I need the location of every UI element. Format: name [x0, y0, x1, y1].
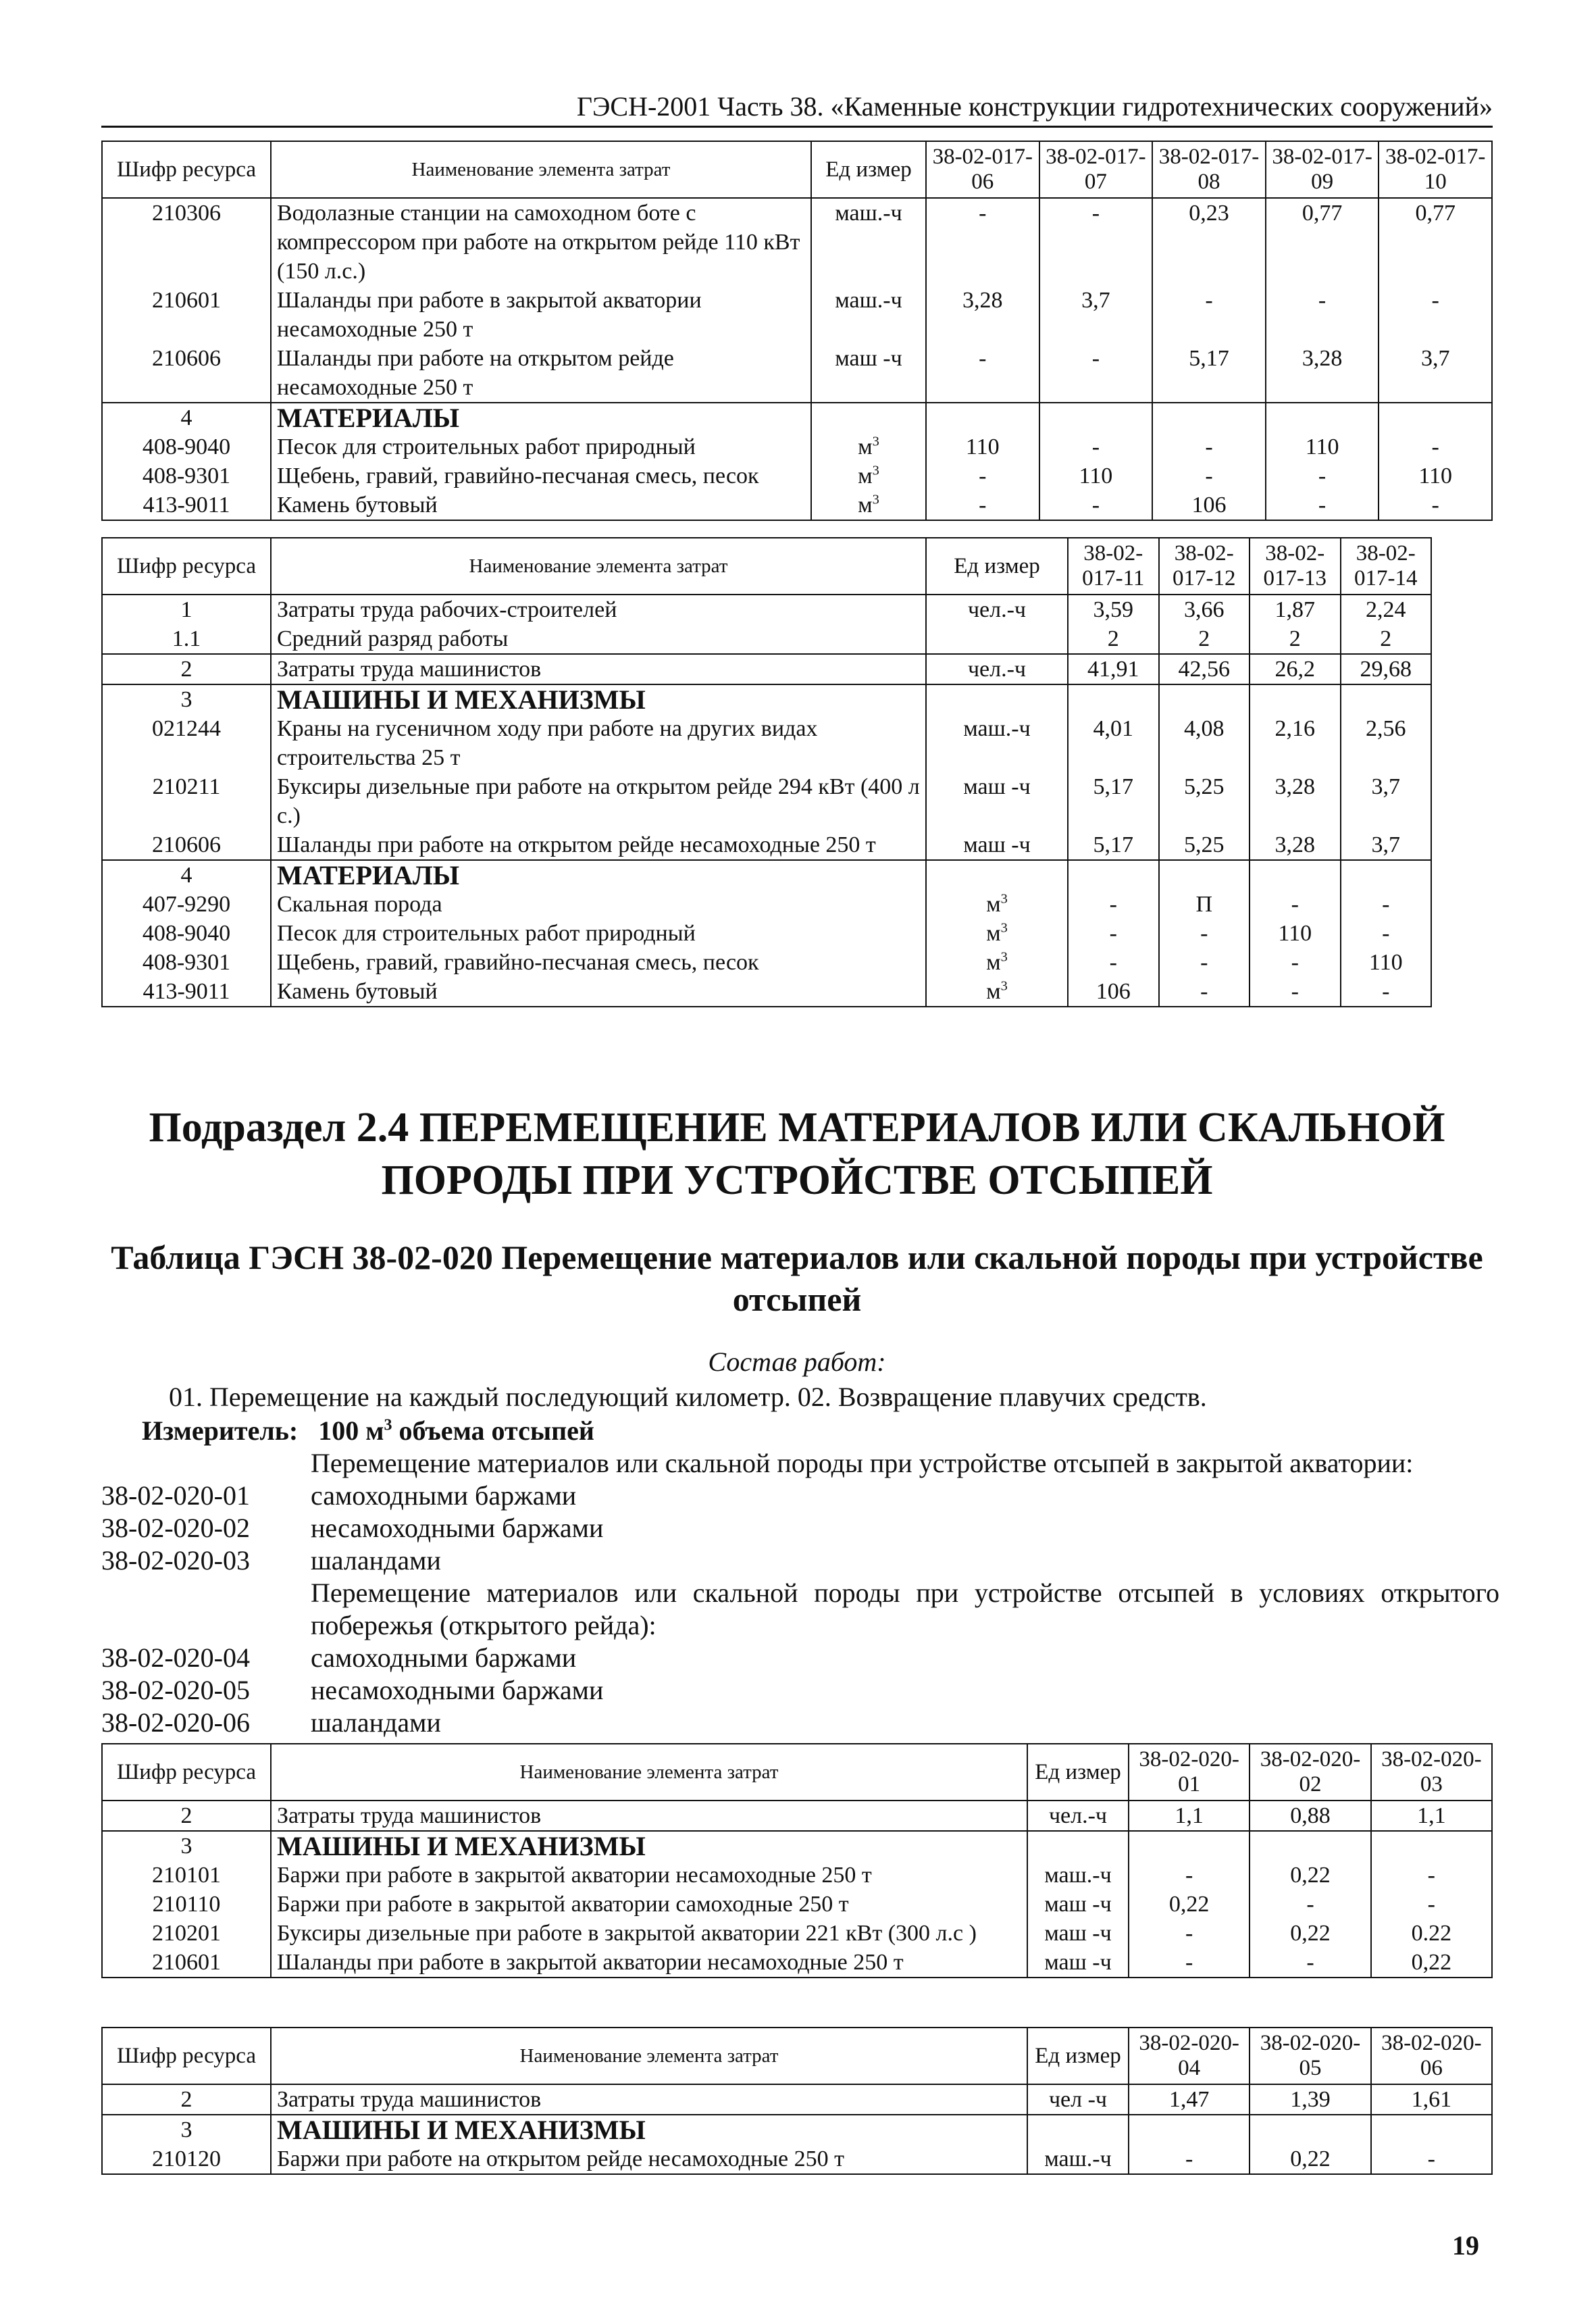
- code-list-item: [101, 1512, 1499, 1544]
- measurer-label: Измеритель:: [142, 1415, 299, 1446]
- table-row: [102, 1801, 1492, 1831]
- resource-name: Скальная порода: [271, 890, 926, 919]
- unit-cell: чел.-ч: [1027, 1801, 1129, 1831]
- unit-cell: маш.-ч: [811, 286, 926, 344]
- resource-code: 408-9040: [102, 919, 271, 948]
- resource-code: 210606: [102, 830, 271, 860]
- resource-code: 408-9301: [102, 461, 271, 491]
- value-cell: 0.22: [1371, 1919, 1492, 1948]
- code-list-item: [101, 1642, 1499, 1674]
- resource-name: Шаланды при работе на открытом рейде несамоходные 250 т: [271, 344, 811, 403]
- header-norm-code: 38-02-020-02: [1250, 1744, 1370, 1801]
- value-cell: -: [1159, 919, 1250, 948]
- unit-superscript: 3: [872, 434, 879, 449]
- value-cell: -: [1039, 198, 1153, 286]
- value-cell: -: [1250, 1890, 1370, 1919]
- resource-name: Буксиры дизельные при работе в закрытой акватории 221 кВт (300 л.с ): [271, 1919, 1027, 1948]
- resource-code: 413-9011: [102, 491, 271, 520]
- value-cell: -: [1129, 1919, 1250, 1948]
- value-cell: 110: [926, 432, 1039, 461]
- norm-label: шаландами: [311, 1545, 441, 1576]
- value-cell: 110: [1039, 461, 1153, 491]
- unit-superscript: 3: [872, 492, 879, 507]
- norm-label: несамоходными баржами: [311, 1513, 604, 1543]
- header-name: Наименование элемента затрат: [271, 538, 926, 595]
- unit-cell: маш -ч: [1027, 1890, 1129, 1919]
- value-cell: [1379, 403, 1492, 432]
- resource-name: Затраты труда машинистов: [271, 654, 926, 684]
- norm-label: самоходными баржами: [311, 1642, 577, 1673]
- code-list-item: [101, 1544, 1499, 1577]
- unit-cell: [926, 624, 1068, 654]
- value-cell: [1371, 1831, 1492, 1861]
- resource-name: Баржи при работе в закрытой акватории самоходные 250 т: [271, 1890, 1027, 1919]
- header-norm-code: 38-02-017-11: [1068, 538, 1159, 595]
- value-cell: [1341, 684, 1432, 714]
- value-cell: 110: [1250, 919, 1341, 948]
- table-header-row: [102, 2028, 1492, 2084]
- table-row: [102, 714, 1431, 772]
- resource-code: 408-9301: [102, 948, 271, 977]
- value-cell: 3,28: [1250, 830, 1341, 860]
- resource-code: 2: [102, 654, 271, 684]
- header-unit: Ед измер: [1027, 1744, 1129, 1801]
- header-norm-code: 38-02-017-08: [1152, 141, 1266, 198]
- unit-cell: $м^3$: [811, 491, 926, 520]
- table-title: Таблица ГЭСН 38-02-020 Перемещение материалов или скальной породы при устройстве отсыпей: [111, 1238, 1483, 1318]
- header-code: Шифр ресурса: [102, 2028, 271, 2084]
- resource-name: Щебень, гравий, гравийно-песчаная смесь, песок: [271, 461, 811, 491]
- value-cell: -: [1152, 432, 1266, 461]
- works-text: 01. Перемещение на каждый последующий километр. 02. Возвращение плавучих средств.: [169, 1382, 1207, 1412]
- value-cell: 0,22: [1250, 1861, 1370, 1890]
- resource-name: Песок для строительных работ природный: [271, 432, 811, 461]
- norm-code: 38-02-020-05: [101, 1675, 250, 1705]
- value-cell: -: [1266, 491, 1379, 520]
- value-cell: 3,7: [1039, 286, 1153, 344]
- value-cell: 0,77: [1266, 198, 1379, 286]
- resource-code: 3: [102, 1831, 271, 1861]
- value-cell: [1371, 2115, 1492, 2144]
- value-cell: 3,66: [1159, 595, 1250, 624]
- table-header-row: [102, 141, 1492, 198]
- header-unit: Ед измер: [811, 141, 926, 198]
- resource-code: 4: [102, 403, 271, 432]
- section-heading: МАТЕРИАЛЫ: [271, 860, 926, 890]
- resource-code: 413-9011: [102, 977, 271, 1007]
- resource-code: 3: [102, 2115, 271, 2144]
- unit-cell: $м^3$: [926, 948, 1068, 977]
- unit-cell: чел.-ч: [926, 595, 1068, 624]
- table-header-row: [102, 1744, 1492, 1801]
- unit-superscript: 3: [1000, 949, 1008, 965]
- table-row: [102, 919, 1431, 948]
- code-list-item: [101, 1674, 1499, 1707]
- value-cell: 26,2: [1250, 654, 1341, 684]
- value-cell: -: [926, 198, 1039, 286]
- table-row: [102, 890, 1431, 919]
- resource-code: 210601: [102, 1948, 271, 1978]
- value-cell: 110: [1266, 432, 1379, 461]
- value-cell: 3,28: [1250, 772, 1341, 830]
- value-cell: -: [1159, 948, 1250, 977]
- unit-cell: маш -ч: [926, 772, 1068, 830]
- unit-cell: маш.-ч: [1027, 1861, 1129, 1890]
- unit-cell: маш.-ч: [926, 714, 1068, 772]
- value-cell: 5,25: [1159, 772, 1250, 830]
- resource-name: Средний разряд работы: [271, 624, 926, 654]
- value-cell: -: [1129, 2144, 1250, 2174]
- resource-table-1: [101, 141, 1493, 521]
- value-cell: [926, 403, 1039, 432]
- header-code: Шифр ресурса: [102, 538, 271, 595]
- code-list-item: [101, 1480, 1499, 1512]
- value-cell: -: [1068, 890, 1159, 919]
- header-norm-code: 38-02-017-13: [1250, 538, 1341, 595]
- value-cell: 3,7: [1379, 344, 1492, 403]
- resource-name: Щебень, гравий, гравийно-песчаная смесь, песок: [271, 948, 926, 977]
- value-cell: 110: [1341, 948, 1432, 977]
- value-cell: -: [1250, 890, 1341, 919]
- value-cell: 1,61: [1371, 2084, 1492, 2115]
- table-row: [102, 948, 1431, 977]
- section-heading: МАШИНЫ И МЕХАНИЗМЫ: [271, 1831, 1027, 1861]
- resource-name: Камень бутовый: [271, 977, 926, 1007]
- value-cell: -: [1129, 1861, 1250, 1890]
- table-row: [102, 2144, 1492, 2174]
- value-cell: П: [1159, 890, 1250, 919]
- value-cell: 0,22: [1371, 1948, 1492, 1978]
- resource-code: 1.1: [102, 624, 271, 654]
- resource-name: Песок для строительных работ природный: [271, 919, 926, 948]
- value-cell: 2: [1341, 624, 1432, 654]
- value-cell: 1,1: [1129, 1801, 1250, 1831]
- unit-superscript: 3: [1000, 891, 1008, 907]
- table-row: [102, 1948, 1492, 1978]
- resource-name: Баржи при работе на открытом рейде несамоходные 250 т: [271, 2144, 1027, 2174]
- value-cell: 2,24: [1341, 595, 1432, 624]
- value-cell: 0,88: [1250, 1801, 1370, 1831]
- header-norm-code: 38-02-017-06: [926, 141, 1039, 198]
- value-cell: -: [1039, 432, 1153, 461]
- unit-cell: [811, 403, 926, 432]
- resource-code: 2: [102, 2084, 271, 2115]
- resource-name: Шаланды при работе на открытом рейде несамоходные 250 т: [271, 830, 926, 860]
- unit-cell: маш.-ч: [811, 198, 926, 286]
- value-cell: -: [1371, 1861, 1492, 1890]
- header-name: Наименование элемента затрат: [271, 141, 811, 198]
- value-cell: 3,7: [1341, 830, 1432, 860]
- value-cell: 29,68: [1341, 654, 1432, 684]
- section-heading: МАТЕРИАЛЫ: [271, 403, 811, 432]
- value-cell: -: [1250, 1948, 1370, 1978]
- table-row: [102, 624, 1431, 654]
- table-row: [102, 1890, 1492, 1919]
- resource-code: 210120: [102, 2144, 271, 2174]
- value-cell: -: [1039, 491, 1153, 520]
- value-cell: 2,16: [1250, 714, 1341, 772]
- resource-code: 210110: [102, 1890, 271, 1919]
- value-cell: 0,22: [1129, 1890, 1250, 1919]
- value-cell: [1250, 684, 1341, 714]
- unit-cell: [1027, 2115, 1129, 2144]
- value-cell: -: [1129, 1948, 1250, 1978]
- resource-code: 210601: [102, 286, 271, 344]
- table-row: [102, 344, 1492, 403]
- value-cell: 1,39: [1250, 2084, 1370, 2115]
- resource-name: Шаланды при работе в закрытой акватории несамоходные 250 т: [271, 286, 811, 344]
- value-cell: [1129, 2115, 1250, 2144]
- unit-superscript: 3: [872, 463, 879, 478]
- value-cell: [1039, 403, 1153, 432]
- value-cell: -: [1250, 977, 1341, 1007]
- unit-cell: [926, 684, 1068, 714]
- value-cell: -: [1341, 977, 1432, 1007]
- norm-label: несамоходными баржами: [311, 1675, 604, 1705]
- value-cell: 5,17: [1068, 830, 1159, 860]
- value-cell: 1,47: [1129, 2084, 1250, 2115]
- resource-code: 210306: [102, 198, 271, 286]
- resource-code: 210211: [102, 772, 271, 830]
- unit-cell: $м^3$: [926, 919, 1068, 948]
- norm-code: 38-02-020-01: [101, 1480, 250, 1511]
- value-cell: -: [1250, 948, 1341, 977]
- value-cell: [1129, 1831, 1250, 1861]
- resource-name: Затраты труда машинистов: [271, 2084, 1027, 2115]
- table-row: [102, 403, 1492, 432]
- table-row: [102, 977, 1431, 1007]
- value-cell: [1266, 403, 1379, 432]
- value-cell: -: [926, 461, 1039, 491]
- composition-label: Состав работ:: [708, 1347, 886, 1377]
- page-number: 19: [1452, 2230, 1479, 2261]
- resource-name: Баржи при работе в закрытой акватории несамоходные 250 т: [271, 1861, 1027, 1890]
- value-cell: [1159, 684, 1250, 714]
- unit-cell: маш -ч: [811, 344, 926, 403]
- value-cell: -: [1371, 2144, 1492, 2174]
- section-heading: МАШИНЫ И МЕХАНИЗМЫ: [271, 2115, 1027, 2144]
- table-row: [102, 860, 1431, 890]
- value-cell: -: [926, 344, 1039, 403]
- resource-code: 4: [102, 860, 271, 890]
- table-row: [102, 461, 1492, 491]
- value-cell: 5,17: [1068, 772, 1159, 830]
- resource-code: 210101: [102, 1861, 271, 1890]
- value-cell: -: [1152, 461, 1266, 491]
- header-unit: Ед измер: [1027, 2028, 1129, 2084]
- unit-cell: маш -ч: [1027, 1948, 1129, 1978]
- table-row: [102, 286, 1492, 344]
- resource-name: Камень бутовый: [271, 491, 811, 520]
- value-cell: -: [1341, 890, 1432, 919]
- header-code: Шифр ресурса: [102, 141, 271, 198]
- unit-cell: $м^3$: [926, 890, 1068, 919]
- resource-code: 408-9040: [102, 432, 271, 461]
- header-norm-code: 38-02-020-05: [1250, 2028, 1370, 2084]
- unit-cell: чел -ч: [1027, 2084, 1129, 2115]
- resource-table-4: [101, 2027, 1493, 2175]
- value-cell: 0,77: [1379, 198, 1492, 286]
- resource-name: Краны на гусеничном ходу при работе на других видах строительства 25 т: [271, 714, 926, 772]
- table-row: [102, 654, 1431, 684]
- table-row: [102, 684, 1431, 714]
- value-cell: 5,17: [1152, 344, 1266, 403]
- resource-table-2: [101, 537, 1432, 1007]
- header-norm-code: 38-02-017-14: [1341, 538, 1432, 595]
- value-cell: -: [1379, 432, 1492, 461]
- value-cell: [1341, 860, 1432, 890]
- value-cell: 0,23: [1152, 198, 1266, 286]
- unit-cell: [1027, 1831, 1129, 1861]
- running-header: ГЭСН-2001 Часть 38. «Каменные конструкции гидротехнических сооружений»: [101, 88, 1493, 128]
- value-cell: [1159, 860, 1250, 890]
- table-row: [102, 1919, 1492, 1948]
- unit-cell: маш -ч: [1027, 1919, 1129, 1948]
- value-cell: -: [1068, 919, 1159, 948]
- value-cell: -: [1341, 919, 1432, 948]
- resource-code: 1: [102, 595, 271, 624]
- value-cell: 3,28: [926, 286, 1039, 344]
- resource-name: Водолазные станции на самоходном боте с компрессором при работе на открытом рейде 110 кВт (150 л.с.): [271, 198, 811, 286]
- norm-code: 38-02-020-02: [101, 1513, 250, 1543]
- value-cell: [1068, 860, 1159, 890]
- resource-name: Затраты труда машинистов: [271, 1801, 1027, 1831]
- value-cell: 2,56: [1341, 714, 1432, 772]
- code-group-heading: Перемещение материалов или скальной породы при устройстве отсыпей в закрытой акватории:: [311, 1448, 1414, 1478]
- value-cell: 3,7: [1341, 772, 1432, 830]
- table-row: [102, 432, 1492, 461]
- value-cell: -: [1371, 1890, 1492, 1919]
- value-cell: [1250, 1831, 1370, 1861]
- value-cell: -: [1152, 286, 1266, 344]
- header-norm-code: 38-02-017-07: [1039, 141, 1153, 198]
- value-cell: [1250, 2115, 1370, 2144]
- header-code: Шифр ресурса: [102, 1744, 271, 1801]
- section-heading: МАШИНЫ И МЕХАНИЗМЫ: [271, 684, 926, 714]
- value-cell: 3,59: [1068, 595, 1159, 624]
- value-cell: 4,08: [1159, 714, 1250, 772]
- value-cell: -: [1379, 286, 1492, 344]
- resource-code: 3: [102, 684, 271, 714]
- unit-cell: [926, 860, 1068, 890]
- unit-cell: $м^3$: [811, 461, 926, 491]
- table-row: [102, 491, 1492, 520]
- header-unit: Ед измер: [926, 538, 1068, 595]
- value-cell: 42,56: [1159, 654, 1250, 684]
- unit-superscript: 3: [1000, 978, 1008, 994]
- value-cell: 1,87: [1250, 595, 1341, 624]
- value-cell: -: [1266, 461, 1379, 491]
- resource-code: 210606: [102, 344, 271, 403]
- value-cell: 5,25: [1159, 830, 1250, 860]
- measurer: [142, 1413, 594, 1449]
- header-name: Наименование элемента затрат: [271, 2028, 1027, 2084]
- table-row: [102, 1861, 1492, 1890]
- value-cell: 3,28: [1266, 344, 1379, 403]
- value-cell: 110: [1379, 461, 1492, 491]
- code-group-heading: Перемещение материалов или скальной породы при устройстве отсыпей в условиях открытого побережья (открытого рейда):: [311, 1578, 1499, 1640]
- value-cell: 0,22: [1250, 2144, 1370, 2174]
- resource-code: 210201: [102, 1919, 271, 1948]
- unit-cell: маш.-ч: [1027, 2144, 1129, 2174]
- value-cell: 106: [1152, 491, 1266, 520]
- unit-superscript: 3: [1000, 920, 1008, 936]
- value-cell: 2: [1250, 624, 1341, 654]
- unit-cell: маш -ч: [926, 830, 1068, 860]
- header-norm-code: 38-02-020-01: [1129, 1744, 1250, 1801]
- measurer-value: 100 $м^3$ объема отсыпей: [318, 1415, 594, 1446]
- norm-code: 38-02-020-04: [101, 1642, 250, 1673]
- header-norm-code: 38-02-017-09: [1266, 141, 1379, 198]
- value-cell: 106: [1068, 977, 1159, 1007]
- table-row: [102, 595, 1431, 624]
- table-row: [102, 830, 1431, 860]
- value-cell: -: [1159, 977, 1250, 1007]
- code-list-item: [101, 1707, 1499, 1739]
- value-cell: 4,01: [1068, 714, 1159, 772]
- header-name: Наименование элемента затрат: [271, 1744, 1027, 1801]
- value-cell: -: [1068, 948, 1159, 977]
- value-cell: -: [1379, 491, 1492, 520]
- resource-table-3: [101, 1743, 1493, 1978]
- resource-code: 407-9290: [102, 890, 271, 919]
- table-row: [102, 772, 1431, 830]
- norm-label: самоходными баржами: [311, 1480, 577, 1511]
- value-cell: 2: [1068, 624, 1159, 654]
- resource-name: Затраты труда рабочих-строителей: [271, 595, 926, 624]
- value-cell: 0,22: [1250, 1919, 1370, 1948]
- value-cell: 2: [1159, 624, 1250, 654]
- header-norm-code: 38-02-020-04: [1129, 2028, 1250, 2084]
- table-row: [102, 2115, 1492, 2144]
- norm-code: 38-02-020-06: [101, 1707, 250, 1738]
- unit-cell: $м^3$: [926, 977, 1068, 1007]
- table-row: [102, 2084, 1492, 2115]
- value-cell: 41,91: [1068, 654, 1159, 684]
- table-row: [102, 1831, 1492, 1861]
- unit-cell: чел.-ч: [926, 654, 1068, 684]
- value-cell: -: [1266, 286, 1379, 344]
- resource-name: Шаланды при работе в закрытой акватории несамоходные 250 т: [271, 1948, 1027, 1978]
- value-cell: 1,1: [1371, 1801, 1492, 1831]
- value-cell: [1250, 860, 1341, 890]
- resource-code: 021244: [102, 714, 271, 772]
- norm-code: 38-02-020-03: [101, 1545, 250, 1576]
- subsection-title: Подраздел 2.4 ПЕРЕМЕЩЕНИЕ МАТЕРИАЛОВ ИЛИ СКАЛЬНОЙ ПОРОДЫ ПРИ УСТРОЙСТВЕ ОТСЫПЕЙ: [149, 1105, 1445, 1203]
- value-cell: -: [926, 491, 1039, 520]
- resource-code: 2: [102, 1801, 271, 1831]
- header-norm-code: 38-02-017-12: [1159, 538, 1250, 595]
- norm-label: шаландами: [311, 1707, 441, 1738]
- header-norm-code: 38-02-020-03: [1371, 1744, 1492, 1801]
- table-header-row: [102, 538, 1431, 595]
- table-row: [102, 198, 1492, 286]
- value-cell: [1152, 403, 1266, 432]
- code-list: [101, 1447, 1499, 1739]
- resource-name: Буксиры дизельные при работе на открытом рейде 294 кВт (400 л с.): [271, 772, 926, 830]
- value-cell: [1068, 684, 1159, 714]
- header-norm-code: 38-02-020-06: [1371, 2028, 1492, 2084]
- header-norm-code: 38-02-017-10: [1379, 141, 1492, 198]
- unit-cell: $м^3$: [811, 432, 926, 461]
- value-cell: -: [1039, 344, 1153, 403]
